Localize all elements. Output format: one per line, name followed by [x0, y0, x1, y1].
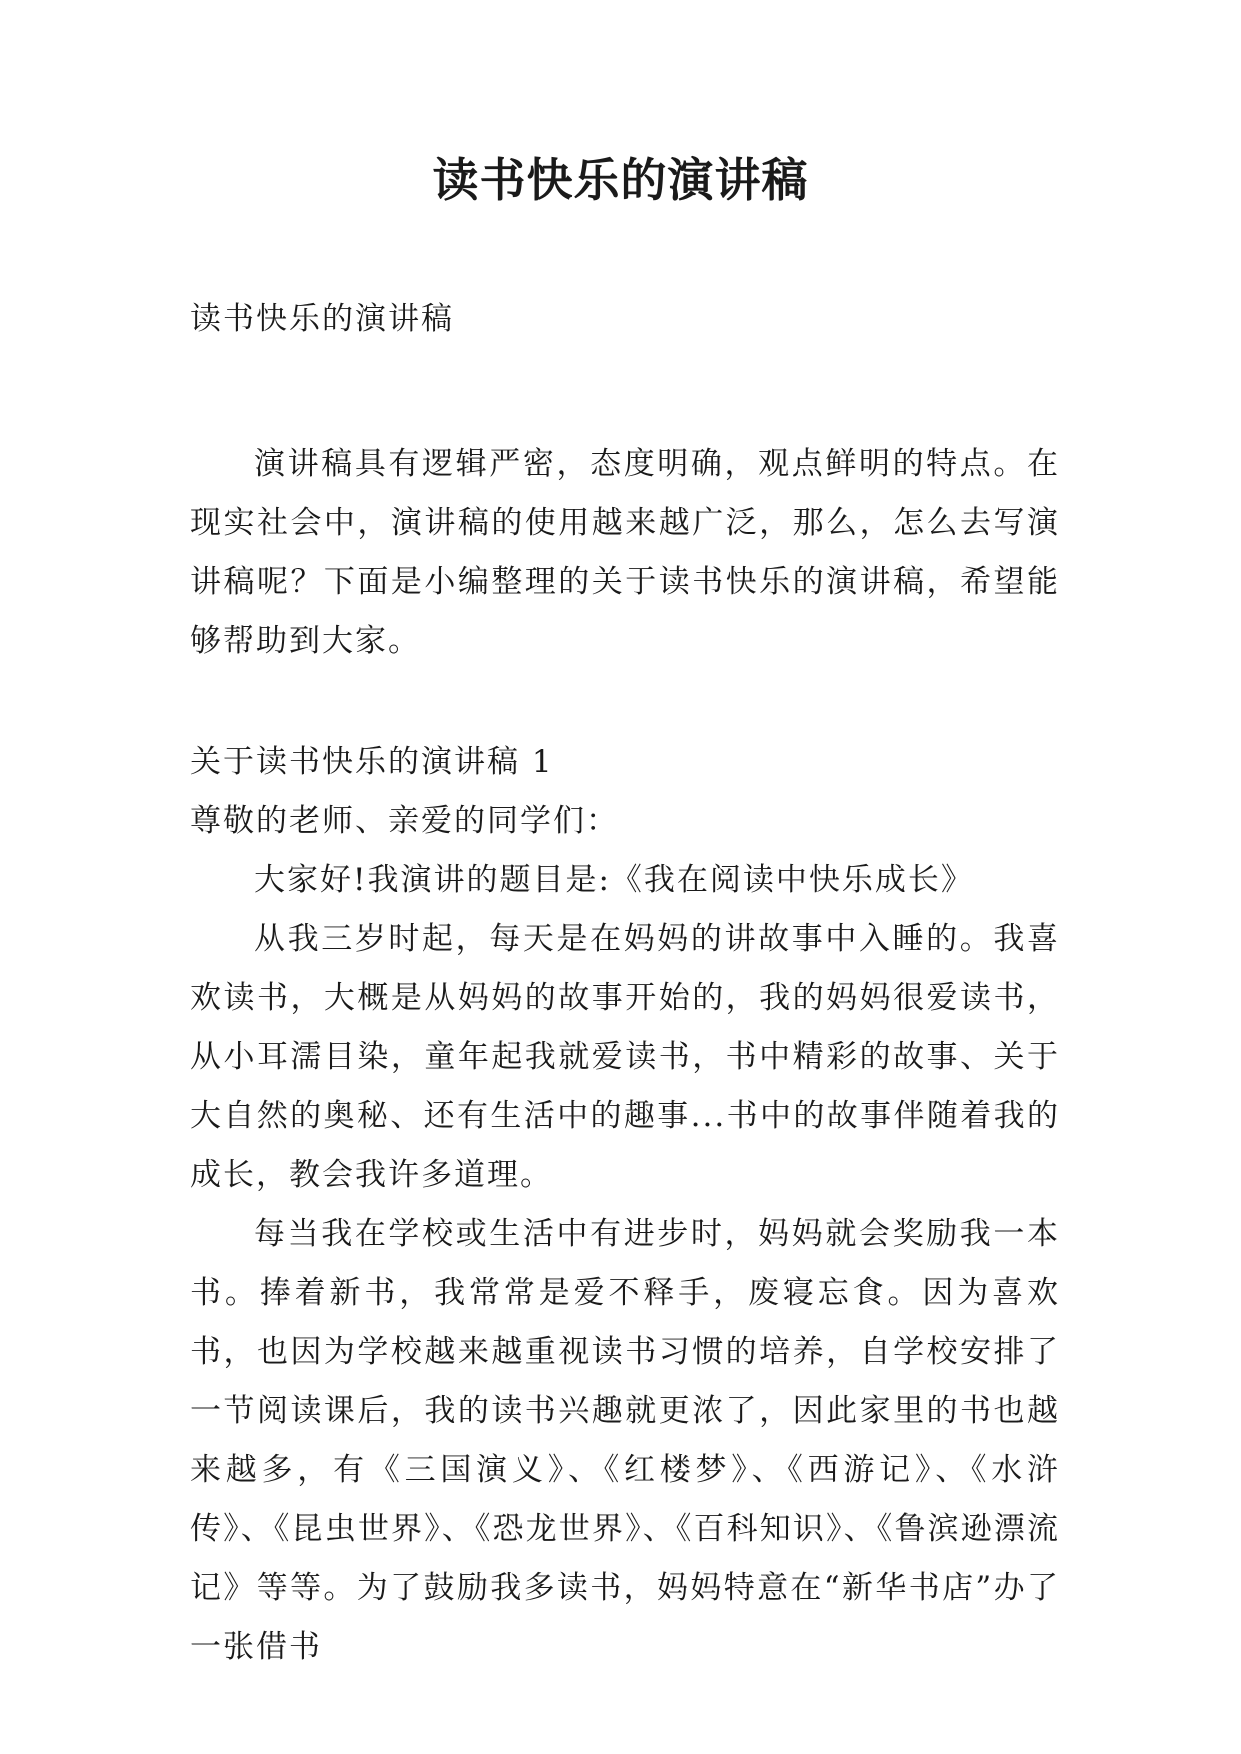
body-paragraph: 从我三岁时起，每天是在妈妈的讲故事中入睡的。我喜欢读书，大概是从妈妈的故事开始的，我的妈妈很爱读书，从小耳濡目染，童年起我就爱读书，书中精彩的故事、关于大自然的奥秘、还有生活中的趣事...书中的故事伴随着我的成长，教会我许多道理。	[190, 921, 1060, 1193]
speech-title-line: 大家好!我演讲的题目是:《我在阅读中快乐成长》	[254, 862, 974, 898]
document-subtitle: 读书快乐的演讲稿	[190, 301, 454, 337]
document-body	[190, 290, 1060, 1677]
spacer	[190, 349, 1060, 435]
section-heading: 关于读书快乐的演讲稿 1	[190, 744, 554, 780]
salutation: 尊敬的老师、亲爱的同学们：	[190, 803, 619, 839]
body-paragraph: 每当我在学校或生活中有进步时，妈妈就会奖励我一本书。捧着新书，我常常是爱不释手，废寝忘食。因为喜欢书，也因为学校越来越重视读书习惯的培养，自学校安排了一节阅读课后，我的读书兴趣就更浓了，因此家里的书也越来越多，有《三国演义》、《红楼梦》、《西游记》、《水浒传》、《昆虫世界》、《恐龙世界》、《百科知识》、《鲁滨逊漂流记》等等。为了鼓励我多读书，妈妈特意在“新华书店”办了一张借书	[190, 1216, 1060, 1665]
intro-paragraph: 演讲稿具有逻辑严密，态度明确，观点鲜明的特点。在现实社会中，演讲稿的使用越来越广泛，那么，怎么去写演讲稿呢？下面是小编整理的关于读书快乐的演讲稿，希望能够帮助到大家。	[190, 446, 1060, 659]
spacer	[190, 671, 1060, 733]
document-title: 读书快乐的演讲稿	[432, 153, 809, 207]
